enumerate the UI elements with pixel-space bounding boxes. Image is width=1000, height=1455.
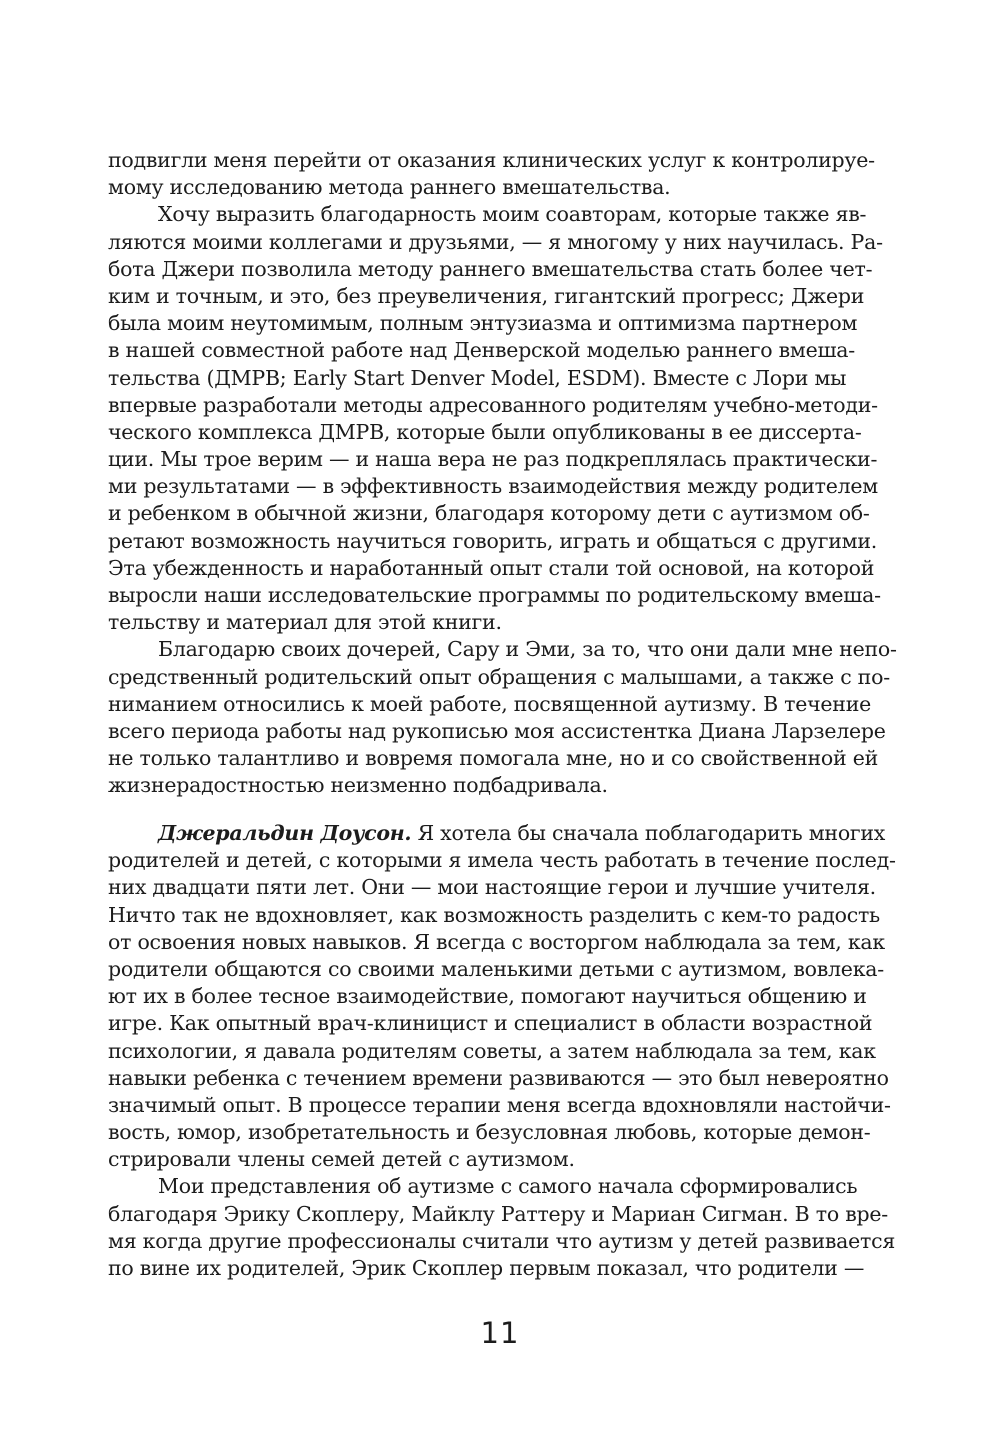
paragraph-start-line: Хочу выразить благодарность моим соавторам, которые также яв- (158, 202, 867, 227)
text-line: тельству и материал для этой книги. (108, 610, 502, 635)
text-line: была моим неутомимым, полным энтузиазма и оптимизма партнером (108, 311, 858, 336)
text-line: значимый опыт. В процессе терапии меня всегда вдохновляли настойчи- (108, 1092, 891, 1117)
text-line: них двадцати пяти лет. Они — мои настоящие герои и лучшие учителя. (108, 875, 876, 900)
text-line: родители общаются со своими маленькими детьми с аутизмом, вовлека- (108, 956, 884, 981)
text-line: ции. Мы трое верим — и наша вера не раз подкреплялась практически- (108, 447, 878, 472)
text-line: по вине их родителей, Эрик Скоплер первым показал, что родители — (108, 1256, 865, 1280)
text-line: от освоения новых навыков. Я всегда с восторгом наблюдала за тем, как (108, 929, 885, 954)
text-line: ми результатами — в эффективность взаимодействия между родителем (108, 474, 878, 499)
text-line: в нашей совместной работе над Денверской моделью раннего вмеша- (108, 338, 855, 363)
text-line: ким и точным, и это, без преувеличения, гигантский прогресс; Джери (108, 283, 865, 308)
text-line: Эта убежденность и наработанный опыт стали той основой, на которой (108, 555, 875, 580)
text-line: бота Джери позволила методу раннего вмешательства стать более чет- (108, 256, 873, 281)
text-line: мя когда другие профессионалы считали что аутизм у детей развивается (108, 1228, 896, 1253)
text-line: родителей и детей, с которыми я имела честь работать в течение послед- (108, 848, 896, 873)
text-line: средственный родительский опыт обращения с малышами, а также с по- (108, 664, 890, 689)
text-line: стрировали члены семей детей с аутизмом. (108, 1147, 575, 1172)
text-line: и ребенком в обычной жизни, благодаря которому дети с аутизмом об- (108, 501, 870, 526)
text-line: благодаря Эрику Скоплеру, Майклу Раттеру и Мариан Сигман. В то вре- (108, 1201, 888, 1226)
text-line: психологии, я давала родителям советы, а затем наблюдала за тем, как (108, 1038, 876, 1063)
text-line: игре. Как опытный врач-клиницист и специалист в области возрастной (108, 1011, 873, 1036)
text-line: не только талантливо и вовремя помогала мне, но и со свойственной ей (108, 746, 878, 771)
text-line: впервые разработали методы адресованного родителям учебно-методи- (108, 392, 878, 417)
text-line: мому исследованию метода раннего вмешательства. (108, 175, 671, 200)
text-line: выросли наши исследовательские программы по родительскому вмеша- (108, 583, 881, 607)
text-line: подвигли меня перейти от оказания клинических услуг к контролируе- (108, 148, 875, 172)
acknowledgements-block-2 (108, 820, 896, 1282)
text-line: всего периода работы над рукописью моя ассистентка Диана Ларзелере (108, 718, 886, 743)
acknowledgements-block-1 (108, 147, 897, 800)
text-line: ческого комплекса ДМРВ, которые были опубликованы в ее диссерта- (108, 419, 862, 444)
text-line: ретают возможность научиться говорить, играть и общаться с другими. (108, 528, 878, 553)
text-line: тельства (ДМРВ; Early Start Denver Model, ESDM). Вместе с Лори мы (108, 365, 847, 390)
text-line: жизнерадостностью неизменно подбадривала. (108, 773, 608, 798)
text-line: ниманием относились к моей работе, посвященной аутизму. В течение (108, 691, 872, 716)
paragraph-start-line (108, 820, 886, 847)
text-line: Ничто так не вдохновляет, как возможность разделить с кем-то радость (108, 902, 880, 927)
text-line: вость, юмор, изобретательность и безусловная любовь, которые демон- (108, 1120, 871, 1145)
text-span: Я хотела бы сначала поблагодарить многих (411, 821, 886, 845)
text-line: ют их в более тесное взаимодействие, помогают научиться общению и (108, 984, 867, 1009)
paragraph-start-line: Благодарю своих дочерей, Сару и Эми, за то, что они дали мне непо- (158, 637, 897, 662)
paragraph-start-line: Мои представления об аутизме с самого начала сформировались (158, 1174, 858, 1199)
text-line: ляются моими коллегами и друзьями, — я многому у них научилась. Ра- (108, 229, 883, 254)
text-line: навыки ребенка с течением времени развиваются — это был невероятно (108, 1065, 889, 1090)
author-name: Джеральдин Доусон. (158, 821, 412, 845)
page-number: 11 (480, 1316, 520, 1350)
